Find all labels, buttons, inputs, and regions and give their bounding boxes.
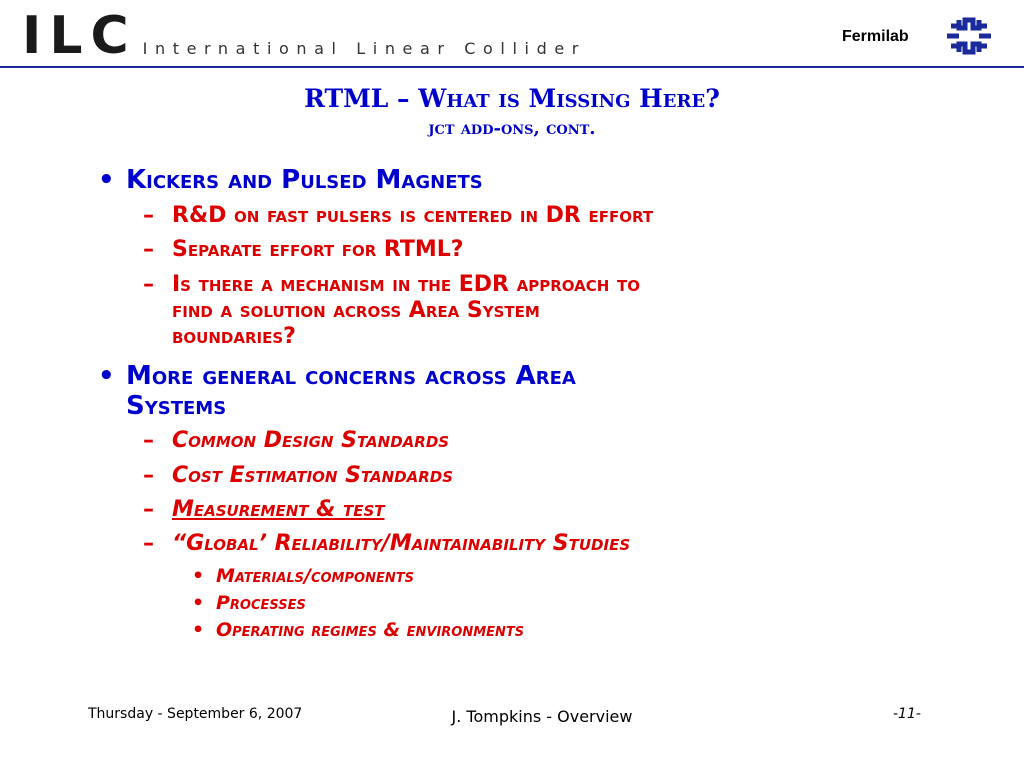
sub-sub-bullet-processes: Processes — [216, 592, 306, 614]
sub-bullet-separate-effort: Separate effort for RTML? — [172, 237, 464, 262]
bullet-kickers: Kickers and Pulsed Magnets — [126, 165, 483, 195]
slide-title: RTML – What is Missing Here? — [304, 84, 720, 113]
bullet-general-concerns-line-1: More general concerns across Area — [126, 361, 576, 391]
slide-subtitle: jct add-ons, cont. — [428, 118, 596, 139]
sub-bullet-cost-standards: Cost Estimation Standards — [172, 463, 454, 488]
sub-bullet-mechanism-line-1: Is there a mechanism in the EDR approach to — [172, 272, 640, 297]
sub-sub-bullet-materials: Materials/components — [216, 565, 414, 587]
bullet-marker: • — [192, 592, 205, 614]
dash-marker: – — [143, 203, 154, 228]
sub-sub-bullet-operating-regimes: Operating regimes & environments — [216, 619, 525, 641]
bullet-general-concerns-line-2: Systems — [126, 391, 227, 421]
sub-bullet-design-standards: Common Design Standards — [172, 428, 450, 453]
ilc-logo-tagline: International Linear Collider — [142, 39, 586, 58]
bullet-marker: • — [192, 565, 205, 587]
footer-page-number: -11- — [893, 706, 921, 722]
sub-bullet-rd-pulsers: R&D on fast pulsers is centered in DR effort — [172, 203, 654, 228]
ilc-logo-letters: ILC — [22, 6, 137, 66]
bullet-marker: • — [192, 619, 205, 641]
bullet-marker: • — [98, 361, 115, 391]
dash-marker: – — [143, 237, 154, 262]
dash-marker: – — [143, 428, 154, 453]
sub-bullet-measurement-test: Measurement & test — [172, 497, 385, 522]
footer-date: Thursday - September 6, 2007 — [88, 706, 303, 722]
sub-bullet-mechanism-line-3: boundaries? — [172, 324, 296, 349]
dash-marker: – — [143, 531, 154, 556]
sub-bullet-global-reliability: “Global’ Reliability/Maintainability Studies — [172, 531, 631, 556]
dash-marker: – — [143, 463, 154, 488]
bullet-marker: • — [98, 165, 115, 195]
dash-marker: – — [143, 272, 154, 297]
dash-marker: – — [143, 497, 154, 522]
lab-name: Fermilab — [842, 28, 909, 45]
footer-author: J. Tompkins - Overview — [451, 707, 633, 726]
sub-bullet-mechanism-line-2: find a solution across Area System — [172, 298, 540, 323]
